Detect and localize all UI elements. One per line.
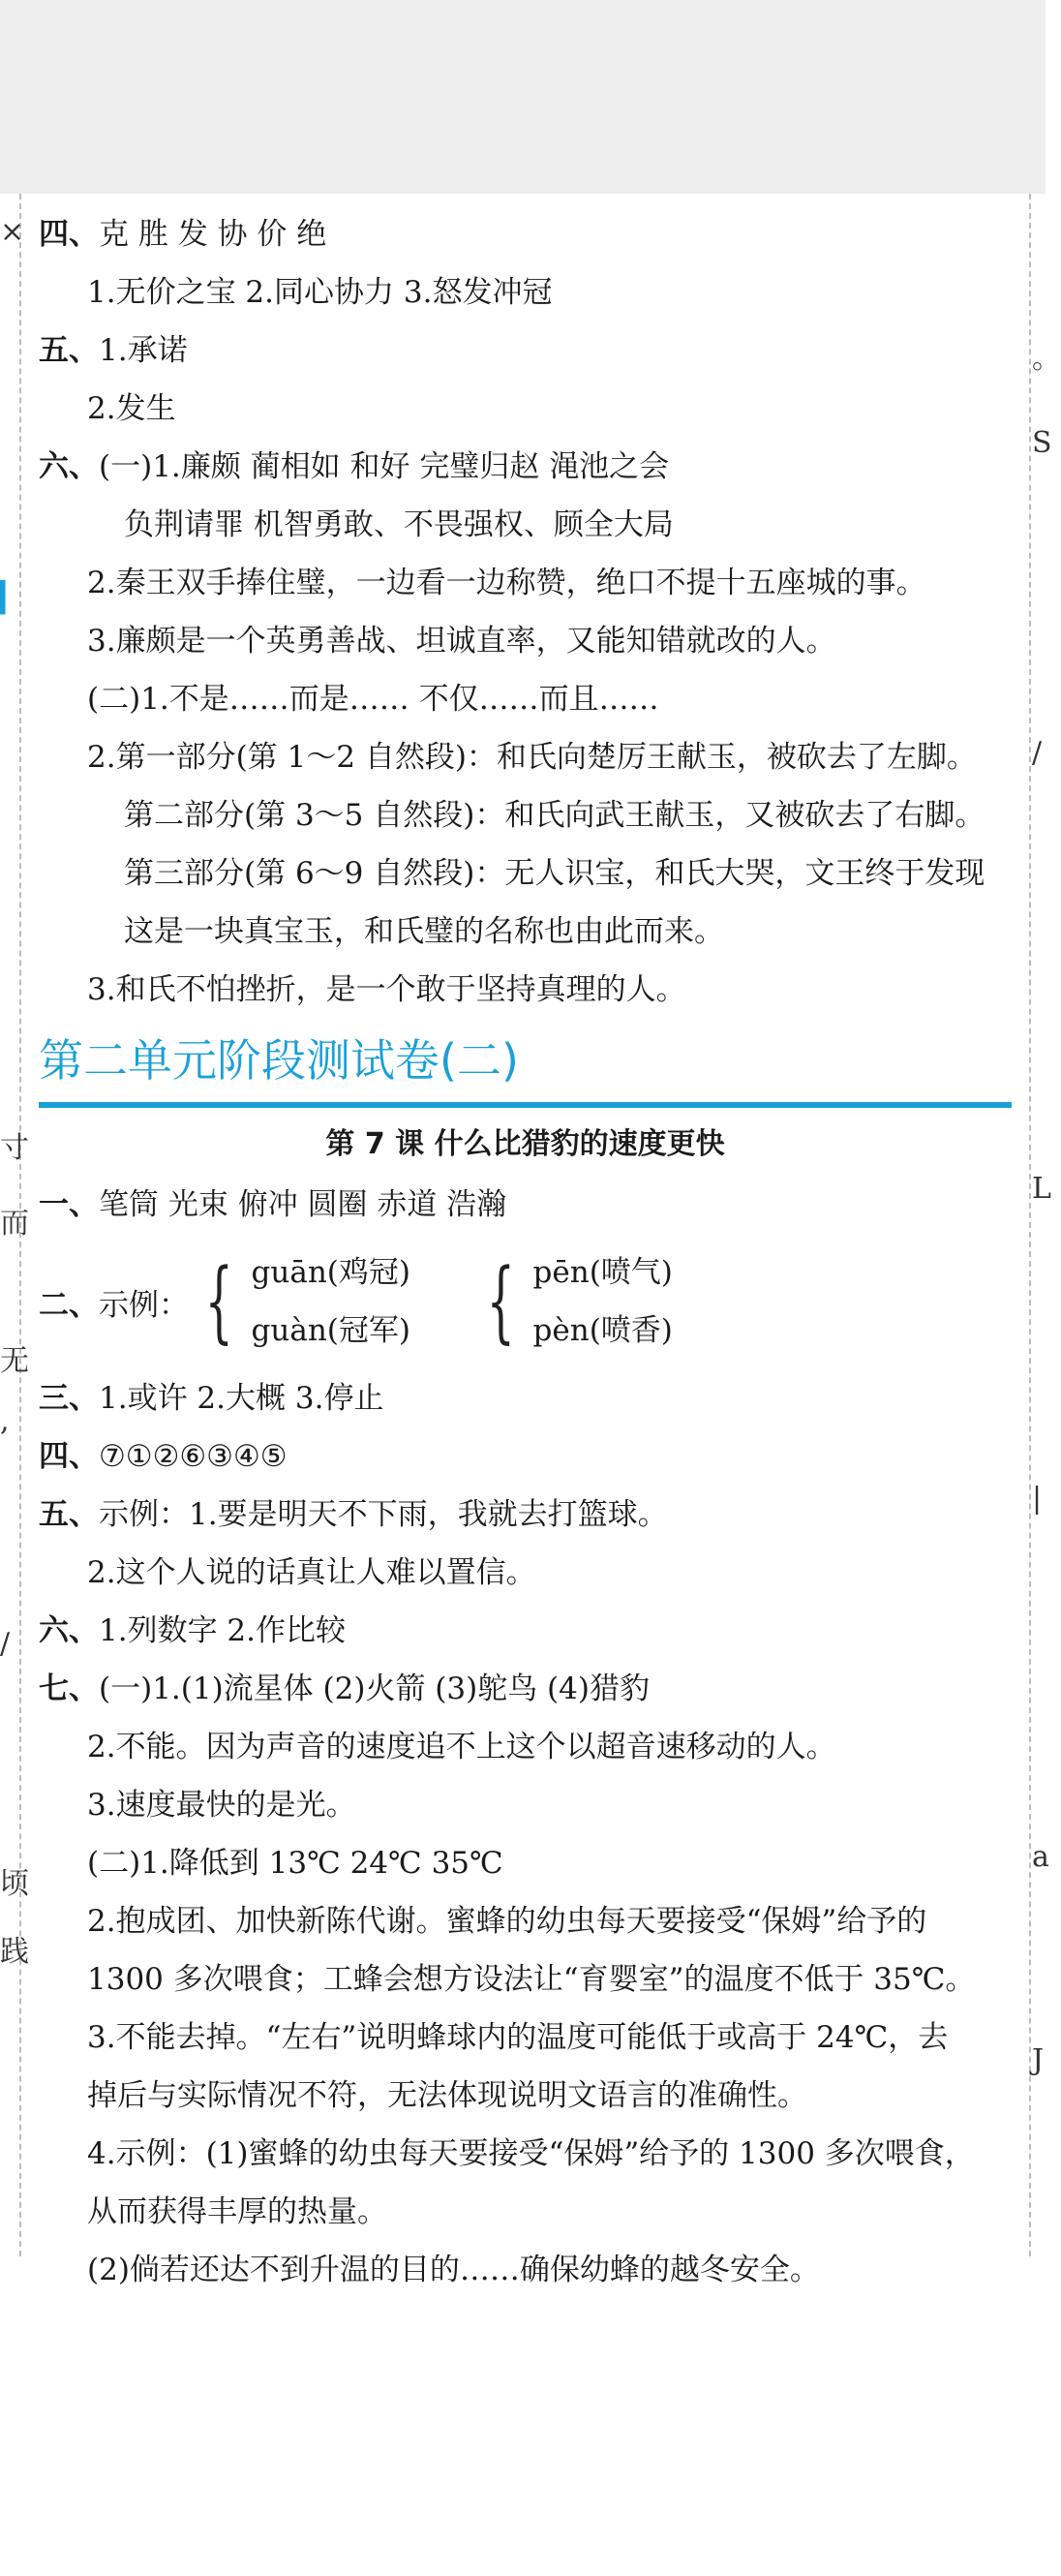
top-gray-band	[0, 0, 1046, 194]
pinyin-pen-1: pēn(喷气)	[532, 1255, 673, 1290]
p2-q2-pinyin-block	[39, 1234, 1012, 1369]
p2-q3-label: 三、	[39, 1381, 99, 1416]
q5-item-2: 2.发生	[87, 391, 176, 426]
p2-q4-label: 四、	[39, 1439, 99, 1474]
right-margin-fragment: S	[1032, 426, 1052, 460]
p2-q5-line-2: 2.这个人说的话真让人难以置信。	[87, 1555, 536, 1590]
p2-q5-line-1: 示例：1.要是明天不下雨，我就去打篮球。	[99, 1497, 668, 1532]
q5-label: 五、	[39, 333, 99, 368]
right-margin-fragment: J	[1032, 2043, 1045, 2077]
pinyin-group-guan	[252, 1243, 410, 1360]
p2-q2-label: 二、	[39, 1287, 99, 1323]
p2-q7-line-11: (2)倘若还达不到升温的目的……确保幼蜂的越冬安全。	[87, 2253, 820, 2287]
q4-label: 四、	[39, 217, 99, 252]
p2-q7-line-3: 3.速度最快的是光。	[87, 1788, 356, 1823]
left-margin-fragment: ×	[0, 215, 25, 249]
q6-line-8: 第三部分(第 6～9 自然段)：无人识宝，和氏大哭，文王终于发现	[124, 856, 985, 891]
q6-line-4: 3.廉颇是一个英勇善战、坦诚直率，又能知错就改的人。	[87, 624, 836, 659]
p2-q7-line-8: 掉后与实际情况不符，无法体现说明文语言的准确性。	[87, 2078, 807, 2113]
left-margin-fragment: 顷	[0, 1867, 29, 1901]
left-margin-fragment: 寸	[0, 1131, 29, 1165]
left-margin-fragment: 践	[0, 1935, 29, 1969]
right-margin-fragment: L	[1032, 1172, 1051, 1206]
left-brace-icon: {	[486, 1249, 515, 1353]
p2-q6-line	[39, 1602, 1012, 1660]
q4-answers: 1.无价之宝 2.同心协力 3.怒发冲冠	[87, 275, 553, 310]
left-margin-fragment: 而	[0, 1207, 29, 1241]
q6-line	[39, 438, 1012, 496]
q6-label: 六、	[39, 449, 99, 484]
p2-q7-line-6: 1300 多次喂食；工蜂会想方设法让“育婴室”的温度不低于 35℃。	[87, 1962, 976, 1997]
left-margin-fragment: /	[0, 1627, 11, 1661]
p2-q5-label: 五、	[39, 1497, 99, 1532]
q4-text: 克 胜 发 协 价 绝	[99, 217, 327, 252]
p2-q7-line-10: 从而获得丰厚的热量。	[87, 2194, 387, 2229]
p2-q1-line	[39, 1176, 1012, 1234]
pinyin-guan-1: guān(鸡冠)	[251, 1255, 410, 1290]
p2-q1-text: 笔筒 光束 俯冲 圆圈 赤道 浩瀚	[99, 1187, 507, 1222]
p2-q4-line	[39, 1427, 1012, 1486]
right-margin-fragment: |	[1032, 1482, 1043, 1516]
q5-line	[39, 322, 1012, 380]
p2-q7-line-2: 2.不能。因为声音的速度追不上这个以超音速移动的人。	[87, 1730, 836, 1764]
left-margin-fragment: 无	[0, 1344, 29, 1378]
right-margin-rule	[1029, 194, 1031, 2256]
p2-q2-prefix: 示例：	[99, 1287, 189, 1323]
q4-line	[39, 205, 1012, 263]
answer-content	[39, 205, 1012, 2299]
p2-q7-label: 七、	[39, 1671, 99, 1706]
p2-q6-label: 六、	[39, 1613, 99, 1648]
pinyin-guan-2: guàn(冠军)	[251, 1313, 410, 1348]
q6-line-7: 第二部分(第 3～5 自然段)：和氏向武王献玉，又被砍去了右脚。	[124, 798, 985, 833]
pinyin-group-pen	[533, 1243, 673, 1360]
p2-q1-label: 一、	[39, 1187, 99, 1222]
q6-line-1: (一)1.廉颇 蔺相如 和好 完璧归赵 渑池之会	[99, 449, 670, 484]
p2-q7-line-5: 2.抱成团、加快新陈代谢。蜜蜂的幼虫每天要接受“保姆”给予的	[87, 1904, 927, 1939]
section-title: 第二单元阶段测试卷(二)	[39, 1019, 1012, 1108]
p2-q7-line-9: 4.示例：(1)蜜蜂的幼虫每天要接受“保姆”给予的 1300 多次喂食，	[87, 2136, 975, 2171]
right-margin-fragment: /	[1032, 736, 1043, 770]
p2-q7-line	[39, 1660, 1012, 1718]
left-brace-icon: {	[204, 1249, 233, 1353]
right-margin-fragment: a	[1032, 1840, 1049, 1874]
q6-line-10: 3.和氏不怕挫折，是一个敢于坚持真理的人。	[87, 972, 686, 1007]
q6-line-2: 负荆请罪 机智勇敢、不畏强权、顾全大局	[124, 507, 674, 542]
q6-line-6: 2.第一部分(第 1～2 自然段)：和氏向楚厉王献玉，被砍去了左脚。	[87, 740, 977, 775]
p2-q7-line-7: 3.不能去掉。“左右”说明蜂球内的温度可能低于或高于 24℃，去	[87, 2020, 949, 2055]
q5-item-1: 1.承诺	[99, 333, 188, 368]
p2-q7-line-1: (一)1.(1)流星体 (2)火箭 (3)鸵鸟 (4)猎豹	[99, 1671, 650, 1706]
p2-q4-text: ⑦①②⑥③④⑤	[99, 1439, 288, 1474]
p2-q3-line	[39, 1369, 1012, 1427]
left-margin-fragment: ,	[0, 1404, 10, 1438]
q6-line-9: 这是一块真宝玉，和氏璧的名称也由此而来。	[124, 914, 724, 949]
p2-q5-line	[39, 1486, 1012, 1544]
lesson-header: 第 7 课 什么比猎豹的速度更快	[325, 1127, 725, 1161]
p2-q6-text: 1.列数字 2.作比较	[99, 1613, 347, 1648]
q6-line-3: 2.秦王双手捧住璧，一边看一边称赞，绝口不提十五座城的事。	[87, 566, 926, 600]
left-margin-fragment: ▎	[0, 581, 23, 615]
p2-q3-text: 1.或许 2.大概 3.停止	[99, 1381, 384, 1416]
right-margin-fragment: 。	[1032, 342, 1061, 376]
q6-line-5: (二)1.不是……而是…… 不仅……而且……	[87, 682, 659, 717]
pinyin-pen-2: pèn(喷香)	[532, 1313, 673, 1348]
p2-q7-line-4: (二)1.降低到 13℃ 24℃ 35℃	[87, 1846, 503, 1881]
